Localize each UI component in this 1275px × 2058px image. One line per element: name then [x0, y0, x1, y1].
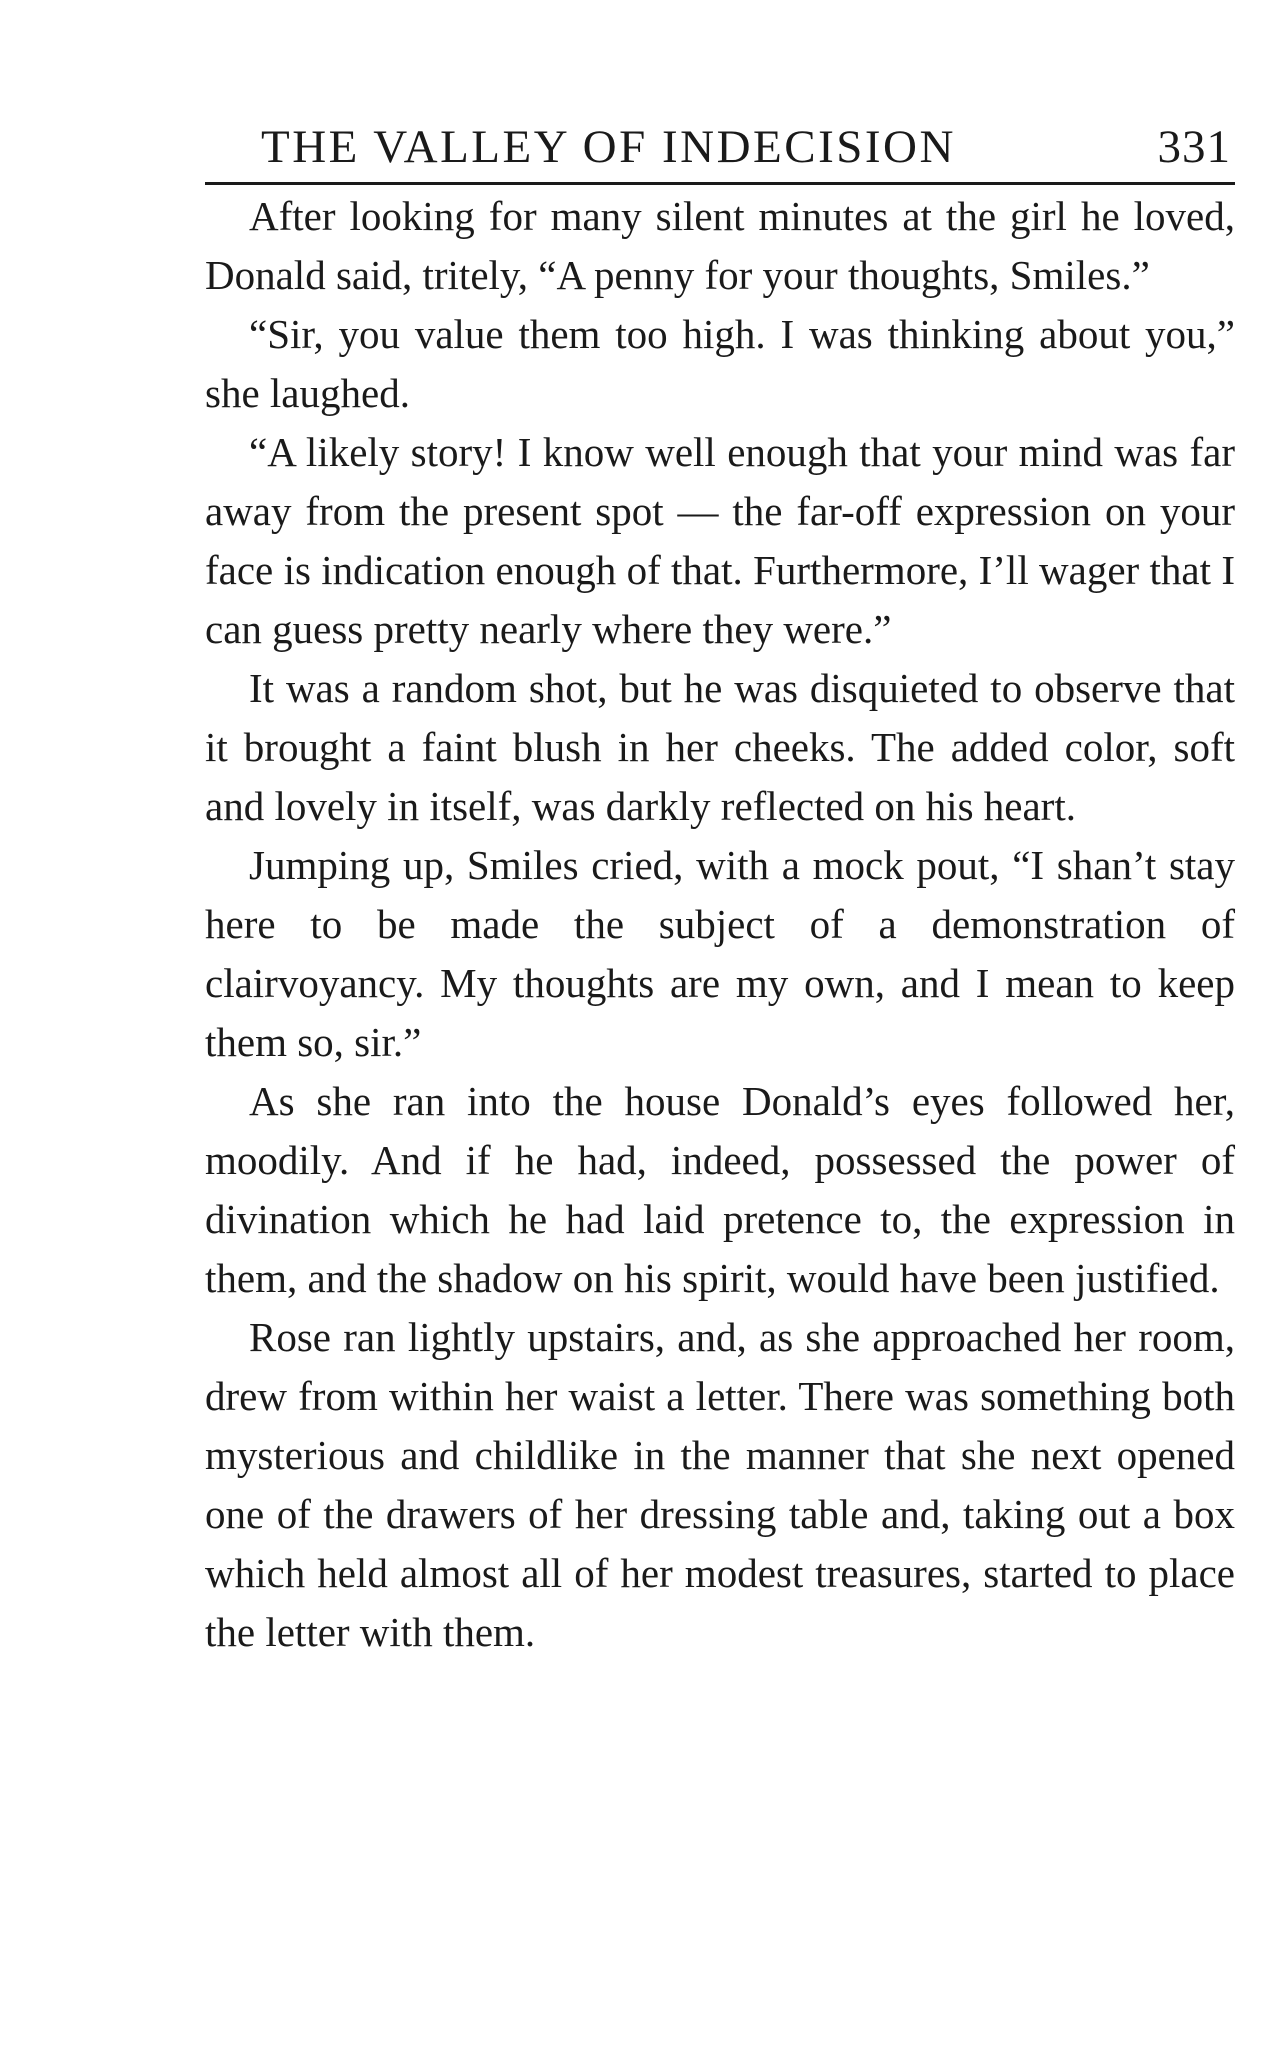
- running-head: [205, 118, 1235, 185]
- paragraph: “Sir, you value them too high. I was thinking about you,” she laughed.: [205, 311, 1235, 416]
- paragraph: “A likely story! I know well enough that your mind was far away from the present spot — the far-off expression on your face is indication enough of that. Furthermore, I’ll wager that I can guess pretty nearly where they were.”: [205, 429, 1235, 652]
- paragraph: It was a random shot, but he was disquieted to observe that it brought a faint blush in her cheeks. The added color, soft and lovely in itself, was darkly reflected on his heart.: [205, 665, 1235, 829]
- paragraph: Rose ran lightly upstairs, and, as she approached her room, drew from within her waist a letter. There was something both mysterious and childlike in the manner that she next opened one of the drawers of her dressing table and, taking out a box which held almost all of her modest treasures, started to place the letter with them.: [205, 1314, 1235, 1655]
- paragraph: As she ran into the house Donald’s eyes followed her, moodily. And if he had, indeed, possessed the power of divination which he had laid pretence to, the expression in them, and the shadow on his spirit, would have been justified.: [205, 1078, 1235, 1301]
- paragraph: After looking for many silent minutes at the girl he loved, Donald said, tritely, “A penny for your thoughts, Smiles.”: [205, 193, 1235, 298]
- body-text: [205, 187, 1235, 1662]
- paragraph: Jumping up, Smiles cried, with a mock pout, “I shan’t stay here to be made the subject of a demonstration of clairvoyancy. My thoughts are my own, and I mean to keep them so, sir.”: [205, 842, 1235, 1065]
- chapter-title: THE VALLEY OF INDECISION: [261, 121, 956, 173]
- book-page: [205, 118, 1235, 1662]
- page-number: 331: [1157, 121, 1231, 173]
